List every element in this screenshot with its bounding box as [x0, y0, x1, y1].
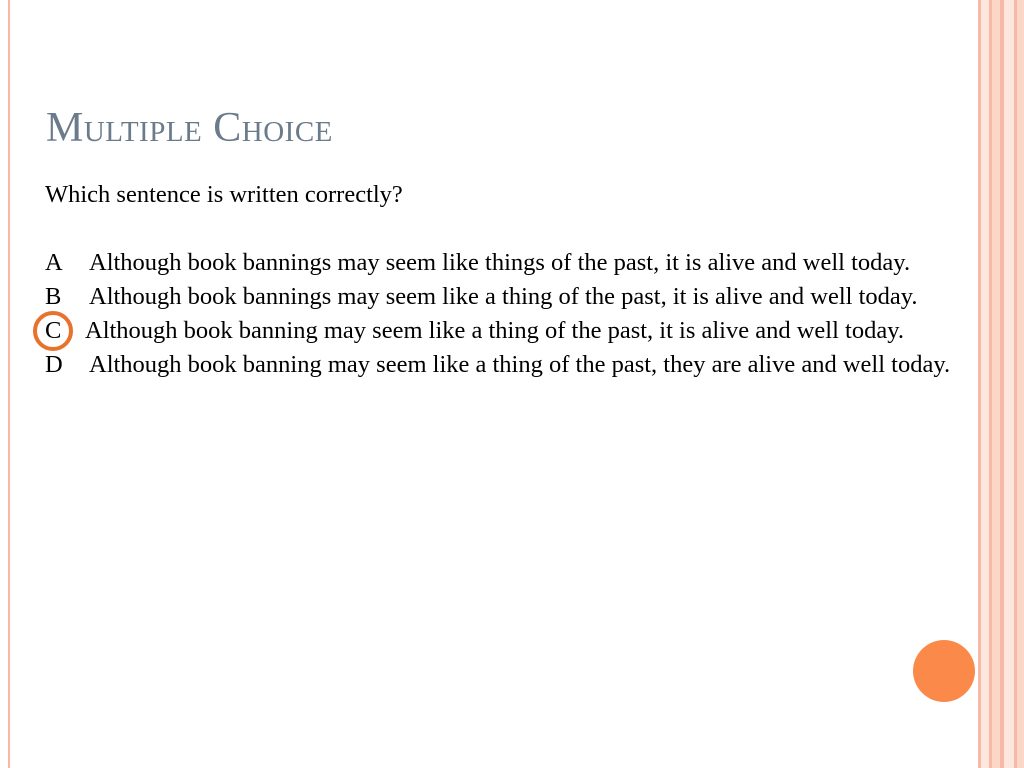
- option-b[interactable]: [45, 280, 980, 314]
- circle-outline-icon: [33, 311, 73, 351]
- left-frame-line: [8, 0, 10, 768]
- option-text: Although book bannings may seem like things of the past, it is alive and well today.: [89, 249, 911, 276]
- option-a[interactable]: [45, 246, 980, 280]
- option-d[interactable]: [45, 348, 980, 382]
- option-c[interactable]: [45, 314, 980, 348]
- option-letter: D: [45, 351, 63, 378]
- option-letter: C: [45, 317, 62, 344]
- orange-circle-icon: [913, 640, 975, 702]
- question-text: Which sentence is written correctly?: [45, 181, 403, 208]
- option-text: Although book banning may seem like a thing of the past, it is alive and well today.: [85, 317, 905, 344]
- right-frame-stripe: [992, 0, 1000, 768]
- option-text: Although book bannings may seem like a thing of the past, it is alive and well today.: [89, 283, 918, 310]
- right-frame-stripe: [981, 0, 989, 768]
- slide-content: [45, 178, 980, 382]
- slide-title: Multiple Choice: [46, 105, 333, 151]
- option-letter: B: [45, 283, 62, 310]
- option-letter: A: [45, 249, 63, 276]
- right-frame-stripe: [1004, 0, 1014, 768]
- right-frame-stripe: [1017, 0, 1024, 768]
- option-text: Although book banning may seem like a thing of the past, they are alive and well today.: [89, 351, 951, 378]
